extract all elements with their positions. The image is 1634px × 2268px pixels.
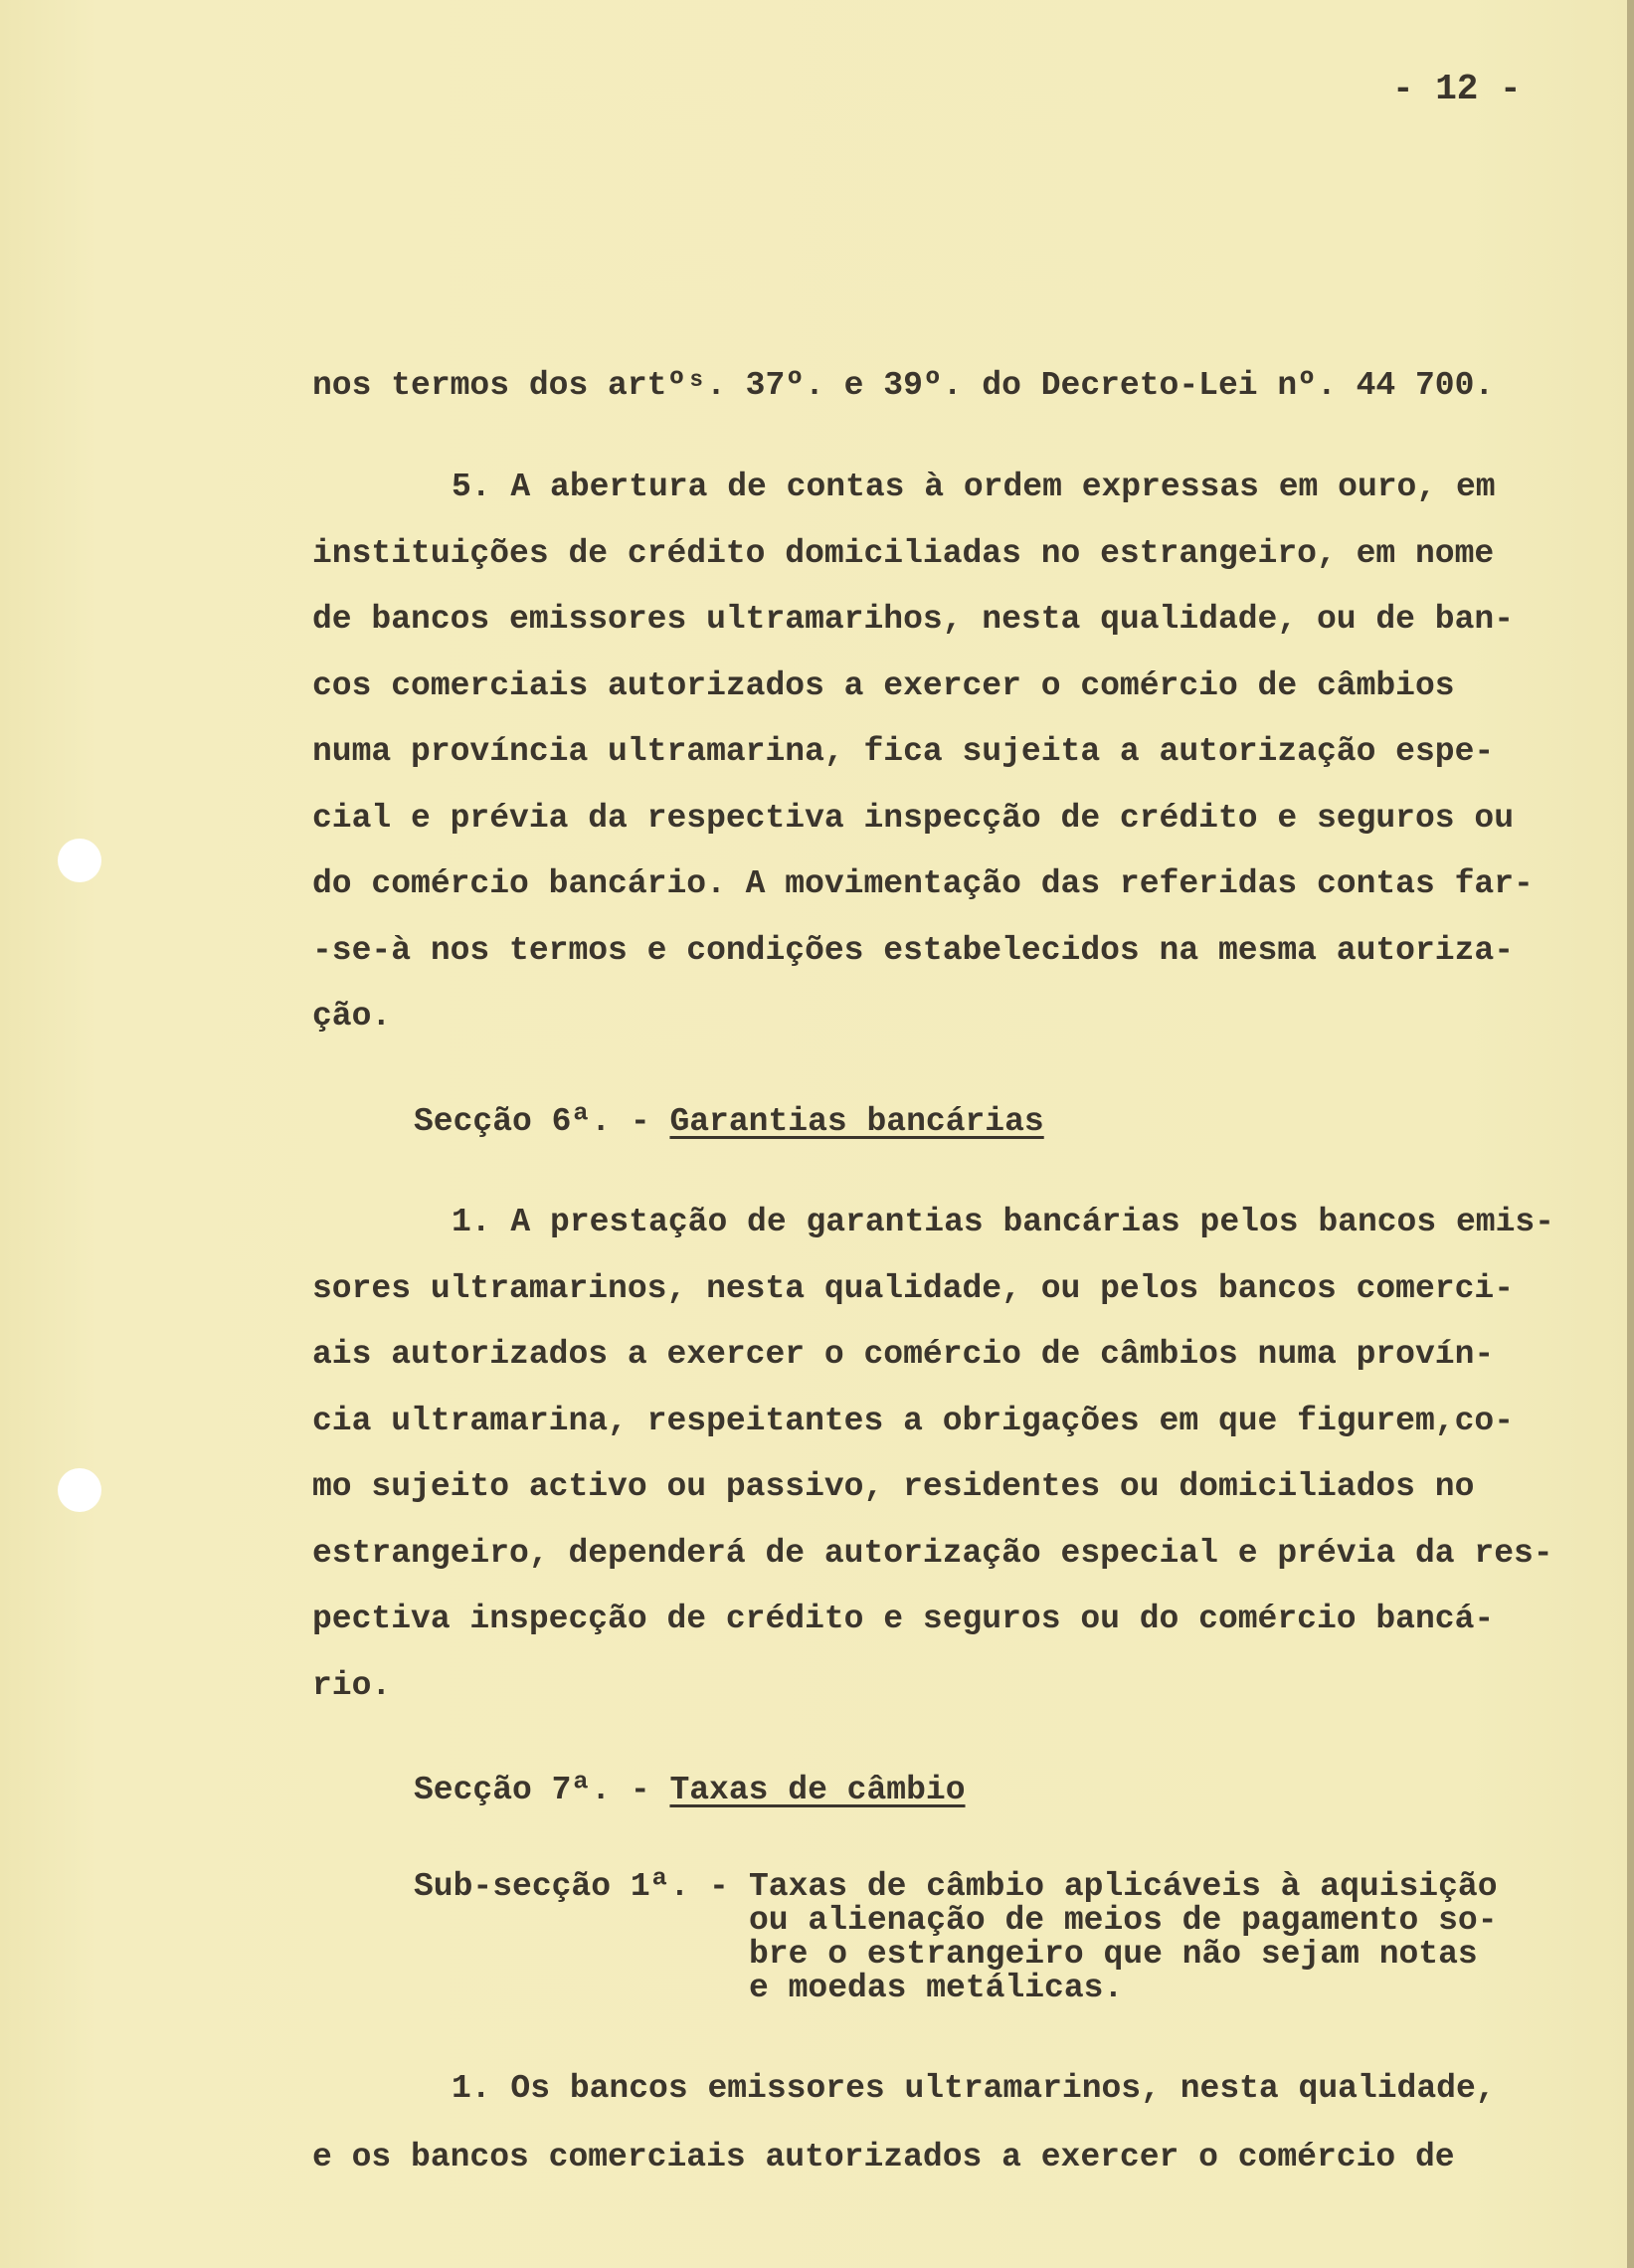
page-number: - 12 - [1392, 69, 1522, 109]
section-6-heading [414, 1102, 1044, 1142]
text-line: bre o estrangeiro que não sejam notas [749, 1936, 1478, 1973]
text-line: 1. A prestação de garantias bancárias pelos bancos emis- [452, 1204, 1554, 1240]
text-line: rio. [312, 1666, 392, 1704]
section-6-title: Garantias bancárias [669, 1103, 1044, 1140]
text-line: pectiva inspecção de crédito e seguros ou do comércio bancá- [312, 1601, 1495, 1637]
text-line: do comércio bancário. A movimentação das referidas contas far- [312, 865, 1534, 902]
text-line: e os bancos comerciais autorizados a exercer o comércio de [312, 2139, 1455, 2175]
text-line: e moedas metálicas. [749, 1970, 1124, 2006]
subsection-1-label: Sub-secção 1ª. - [414, 1868, 729, 1905]
section-7-heading [414, 1771, 966, 1810]
text-line: ou alienação de meios de pagamento so- [749, 1902, 1498, 1939]
text-line: ção. [312, 998, 392, 1035]
text-line: 5. A abertura de contas à ordem expressas em ouro, em [452, 469, 1496, 505]
text-line: cial e prévia da respectiva inspecção de crédito e seguros ou [312, 799, 1514, 837]
text-line: de bancos emissores ultramarihos, nesta qualidade, ou de ban- [312, 601, 1514, 638]
text-line: ais autorizados a exercer o comércio de câmbios numa provín- [312, 1336, 1495, 1373]
text-line: mo sujeito activo ou passivo, residentes ou domiciliados no [312, 1468, 1475, 1505]
page-edge [1627, 0, 1634, 2268]
punch-hole [58, 839, 101, 882]
text-line: sores ultramarinos, nesta qualidade, ou pelos bancos comerci- [312, 1269, 1514, 1307]
text-line: cos comerciais autorizados a exercer o comércio de câmbios [312, 666, 1455, 704]
text-line: 1. Os bancos emissores ultramarinos, nesta qualidade, [452, 2070, 1496, 2107]
section-7-label: Secção 7ª. - [414, 1772, 650, 1808]
text-line: Taxas de câmbio aplicáveis à aquisição [749, 1868, 1498, 1905]
section-7-title: Taxas de câmbio [669, 1772, 966, 1808]
punch-hole [58, 1468, 101, 1512]
section-6-label: Secção 6ª. - [414, 1103, 650, 1140]
text-line: -se-à nos termos e condições estabelecidos na mesma autoriza- [312, 931, 1514, 969]
text-line: instituições de crédito domiciliadas no estrangeiro, em nome [312, 534, 1495, 572]
intro-line: nos termos dos artºˢ. 37º. e 39º. do Decreto-Lei nº. 44 700. [312, 367, 1495, 404]
text-line: numa província ultramarina, fica sujeita a autorização espe- [312, 733, 1495, 770]
text-line: estrangeiro, dependerá de autorização especial e prévia da res- [312, 1534, 1553, 1572]
text-line: cia ultramarina, respeitantes a obrigações em que figurem,co- [312, 1402, 1514, 1439]
